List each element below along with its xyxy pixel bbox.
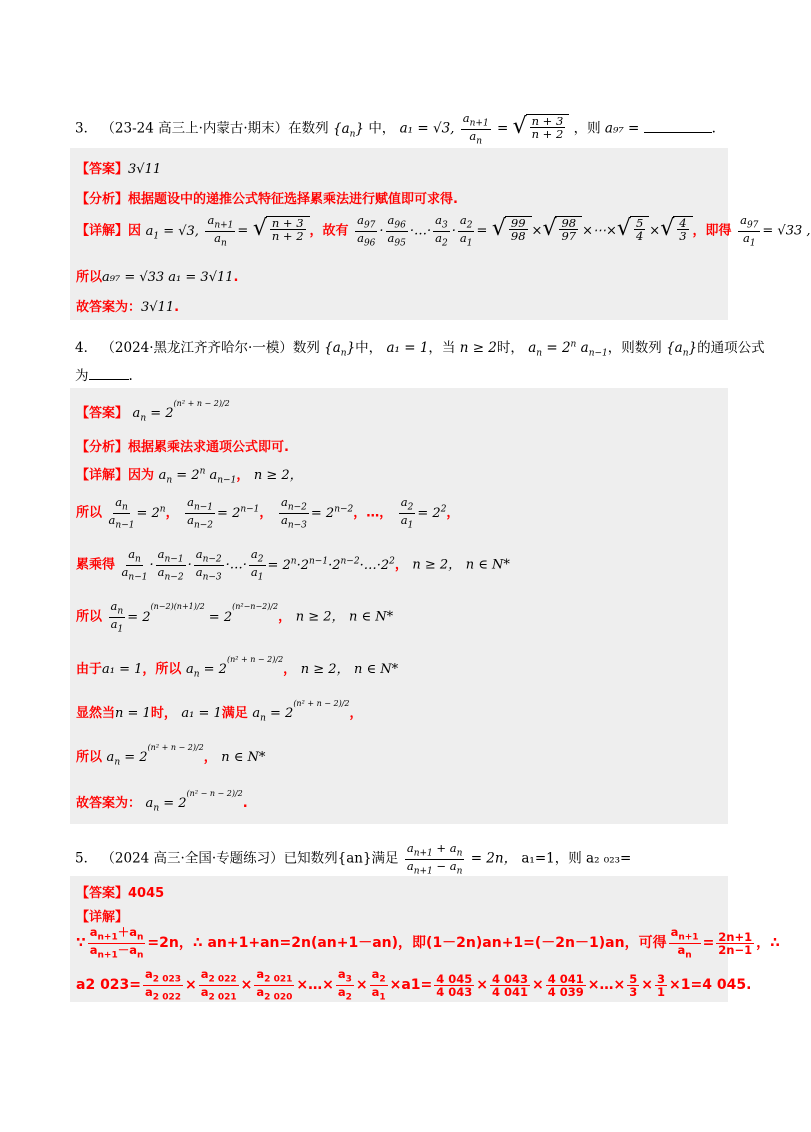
q3-source: （23-24 高三上·内蒙古·期末）在数列: [101, 120, 329, 137]
q5-line2-mid: ×a1=: [389, 977, 433, 994]
q4-seq2: $\{a_n\}$: [666, 340, 698, 359]
q5-detail-label-line: [76, 906, 128, 925]
q4-cond-N-3: n ∈ N*: [354, 662, 399, 677]
q4-cond-N-2: n ∈ N*: [349, 609, 394, 625]
q4-t2: a₁ = 1: [386, 340, 429, 356]
q4-youyu: 由于: [76, 662, 103, 677]
q4-t4: n ≥ 2: [459, 340, 497, 356]
q4-t5: 时，: [496, 340, 524, 356]
q5-therefore: ，∴: [756, 935, 780, 952]
q5-frac: $\frac{a_{n+1} + a_n}{a_{n+1} - a_n}$: [406, 841, 463, 877]
q3-analysis-text: 根据题设中的递推公式特征选择累乘法进行赋值即可求得.: [128, 192, 458, 207]
q5-eq-tail: = 2n，: [470, 850, 518, 867]
q4-xianran-shi: 时，: [150, 706, 177, 721]
q4-detail-label: 【详解】: [76, 468, 129, 483]
q4-suoyi-line: 所以 $\frac{a_n}{a_{n-1}}$ = $2^n$， $\frac{a_{n-1}}{a_{n-2}}$ = $2^{n-1}$， $\frac{a_{n-2}}{a_{n-3}}$ = $2^{n-2}$，…， $\frac{a_2}{a_1}$ = $2^2$，: [76, 495, 460, 531]
q4-t7: 的通项公式: [697, 340, 765, 356]
q5-line2-start: a2 023=: [76, 977, 142, 994]
q5-detail-label: 【详解】: [76, 910, 129, 925]
q5-because: ∵: [76, 935, 86, 952]
q4-yinwei: 因为: [128, 468, 155, 483]
q4-xianran: 显然当: [76, 706, 116, 721]
q4-cond-N-1: n ∈ N*: [465, 557, 510, 573]
q4-suoyi-3: 所以: [76, 750, 103, 765]
q3-target: a₉₇ =: [604, 120, 640, 137]
q3-answer-line: [76, 158, 161, 177]
q3-answer-label: 【答案】: [76, 162, 129, 177]
q3-conclusion-label: 故答案为：: [76, 300, 142, 315]
q3-detail-line: 【详解】因 $a_1 = √3$, $\frac{a_{n+1}}{a_n}$ = √ $\frac{n + 3}{n + 2}$ ，故有 $\frac{a_{97}}{a_{96}}$ · $\frac{a_{96}}{a_{95}}$ ·…· $\frac{a_3}{a_2}$ · $\frac{a_2}{a_1}$ = √ $\frac{99}{98}$ × √ $\frac{98}{97}$ ×⋯× √ $\frac{5}{4}$ × √ $\frac{4}{3}$ ，即得 $\frac{a_{97}}{a_1}$ = √33 ,: [76, 213, 811, 249]
q4-xianran-n: n = 1: [115, 706, 151, 721]
q4-recurrence: $a_n = 2^n$ $a_{n-1}$: [528, 339, 608, 359]
q5-answer-line: [76, 882, 164, 901]
q3-analysis-label: 【分析】: [76, 192, 129, 207]
q4-wei: 为: [75, 368, 89, 384]
q4-xianran-line: 显然当n = 1时， a₁ = 1满足 $a_n = 2^{(n^2 + n - 2)/2}$，: [76, 698, 363, 724]
q3-answer-value: 3√11: [128, 162, 162, 177]
q4-cond-N-4: n ∈ N*: [221, 750, 266, 765]
q4-xianran-a1: a₁ = 1: [181, 706, 222, 721]
q4-leicheng: 累乘得: [76, 557, 116, 573]
q3-sqrt-frac: √ $\frac{n + 3}{n + 2}$: [513, 114, 570, 140]
q4-n-ge-2: n ≥ 2，: [253, 468, 303, 483]
q4-suoyi3-line: 所以 $a_n = 2^{(n^2 + n - 2)/2}$， n ∈ N*: [76, 742, 266, 768]
q3-answer-blank[interactable]: [644, 120, 712, 133]
q4-t6: ，则数列: [607, 340, 662, 356]
q4-answer-line: 【答案】 $a_n = 2^{(n^2 + n - 2)/2}$: [76, 398, 230, 424]
q3-conclusion-line: 故答案为：3√11.: [76, 300, 180, 315]
q3-middle: 中，: [368, 120, 396, 137]
q3-number: 3．: [75, 120, 98, 137]
q3-detail-expr: a₉₇ = √33 a₁ = 3√11: [102, 270, 234, 285]
q5-a1: a₁=1，则 a₂ ₀₂₃=: [521, 850, 632, 867]
q3-detail-yin: 因: [128, 223, 142, 239]
q5-line2-end: =4 045.: [690, 977, 752, 994]
q5-answer-value: 4045: [128, 886, 165, 901]
q3-conclusion-value: 3√11: [141, 300, 175, 315]
q4-solution-box: [70, 388, 728, 824]
q5-line1-text: =2n，∴ an+1+an=2n(an+1－an)，即(1－2n)an+1=(－2n－1)an，可得: [147, 935, 667, 952]
q5-number: 5．: [75, 850, 98, 867]
q4-analysis-label: 【分析】: [76, 440, 129, 455]
q4-number: 4．: [75, 340, 98, 356]
q3-seq-symbol: $\{a_n\}$: [332, 120, 365, 140]
q3-detail-guyou: ，故有: [309, 223, 349, 239]
q3-stem: 3． （23-24 高三上·内蒙古·期末）在数列 $\{a_n\}$ 中， a₁ = √3, $\frac{a_{n+1}}{a_n}$ = √ $\frac{n + 3}{n + 2}$ ，则 a₉₇ = .: [75, 111, 716, 147]
q4-t1: 中，: [355, 340, 383, 356]
q5-detail-line2: a2 023= $\frac{a_{2 023}}{a_{2 022}}$ × $\frac{a_{2 022}}{a_{2 021}}$ × $\frac{a_{2 021}}{a_{2 020}}$ ×…× $\frac{a_3}{a_2}$ × $\frac{a_2}{a_1}$ ×a1= $\frac{4 045}{4 043}$ × $\frac{4 043}{4 041}$ × $\frac{4 041}{4 039}$ ×…× $\frac{5}{3}$ × $\frac{3}{1}$ ×1=4 045.: [76, 967, 752, 1003]
q4-cond-n-3: n ≥ 2，: [300, 662, 350, 677]
q3-a1: a₁ = √3,: [399, 120, 455, 137]
q5-answer-label: 【答案】: [76, 886, 129, 901]
q3-solution-box: [70, 148, 811, 320]
q4-suoyi: 所以: [76, 505, 103, 521]
q4-xianran-manzu: 满足: [221, 706, 248, 721]
q4-suoyi2-line: 所以 $\frac{a_n}{a_1}$ = $2^{(n-2)(n+1)/2} = 2^{(n^2-n-2)/2}$， n ≥ 2， n ∈ N*: [76, 599, 394, 635]
q3-detail-jide: ，即得: [692, 223, 732, 239]
q4-seq: $\{a_n\}$: [324, 340, 356, 359]
q5-eq: =: [702, 935, 715, 952]
q4-end: .: [128, 368, 133, 384]
q3-end: .: [711, 120, 716, 137]
q4-suoyi-2: 所以: [76, 609, 103, 625]
q3-detail-label: 【详解】: [76, 223, 129, 239]
q3-detail-line2: 所以a₉₇ = √33 a₁ = 3√11.: [76, 270, 239, 285]
q4-conclusion-line: 故答案为： $a_n = 2^{(n^2 - n - 2)/2}$.: [76, 788, 248, 814]
q3-cond-tail: ，则: [573, 120, 601, 137]
q4-analysis-line: [76, 436, 289, 455]
q4-source: （2024·黑龙江齐齐哈尔·一模）数列: [101, 340, 320, 356]
q4-youyu-a1: a₁ = 1: [102, 662, 143, 677]
q4-youyu-line: 由于a₁ = 1，所以 $a_n = 2^{(n^2 + n - 2)/2}$， n ≥ 2， n ∈ N*: [76, 654, 399, 680]
q3-analysis-line: [76, 188, 458, 207]
q4-t3: ，当: [428, 340, 456, 356]
q4-answer-blank[interactable]: [89, 367, 129, 380]
q3-ratio-frac: $\frac{a_{n+1}}{a_n}$: [462, 111, 489, 147]
q4-stem-line2: [75, 364, 730, 384]
q4-leicheng-line: 累乘得 $\frac{a_n}{a_{n-1}}$ · $\frac{a_{n-1}}{a_{n-2}}$ · $\frac{a_{n-2}}{a_{n-3}}$ ·…· $\frac{a_2}{a_1}$ = $2^n\cdot 2^{n-1}\cdot 2^{n-2}\cdot\dots\cdot 2^2$， n ≥ 2， n ∈ N*: [76, 547, 510, 583]
q3-suoyi: 所以: [76, 270, 103, 285]
q4-answer-label: 【答案】: [76, 406, 129, 421]
q5-source: （2024 高三·全国·专题练习）已知数列{an}满足: [101, 850, 399, 867]
q4-detail-line: 【详解】因为 $a_n = 2^n$ $a_{n-1}$， n ≥ 2，: [76, 466, 303, 486]
q4-youyu-suoyi: ，所以: [142, 662, 182, 677]
q5-solution-box: [70, 876, 780, 1003]
q4-cond-n-2: n ≥ 2，: [295, 609, 345, 625]
q4-conclusion-label: 故答案为：: [76, 796, 142, 811]
q4-stem: [75, 336, 765, 359]
q5-stem: [75, 842, 730, 876]
q4-cond-n-1: n ≥ 2，: [412, 557, 462, 573]
q4-analysis-text: 根据累乘法求通项公式即可.: [128, 440, 289, 455]
q5-detail-line1: ∵ $\frac{a_{n+1}+a_n}{a_{n+1}-a_n}$ =2n，∴ an+1+an=2n(an+1－an)，即(1－2n)an+1=(－2n－1)an，可得 $\frac{a_{n+1}}{a_n}$ = $\frac{2n+1}{2n-1}$ ，∴: [76, 925, 780, 961]
